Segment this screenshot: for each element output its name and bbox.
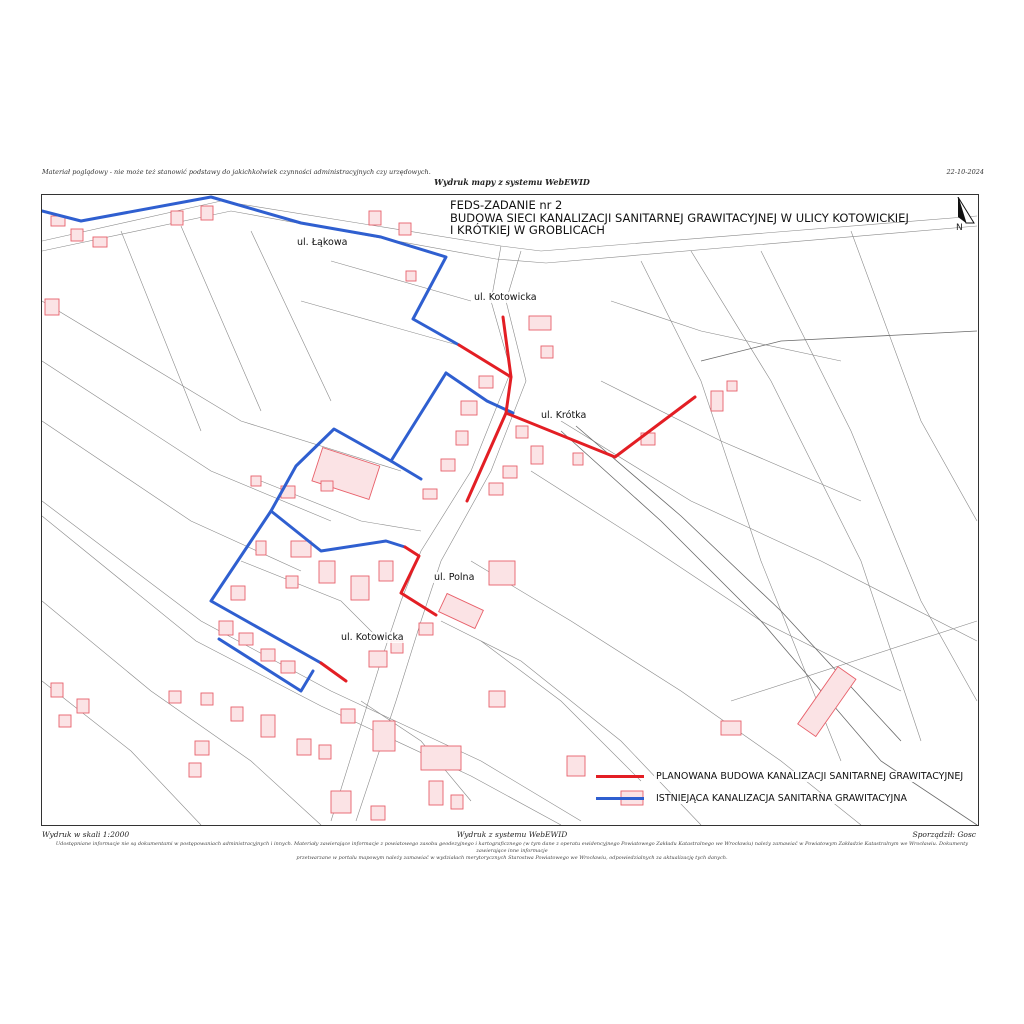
project-title [450, 199, 970, 237]
planned-sewer-swatch [596, 775, 644, 778]
legend-label-planned: PLANOWANA BUDOWA KANALIZACJI SANITARNEJ GRAWITACYJNEJ [656, 770, 964, 782]
project-title-line: FEDS-ZADANIE nr 2 [450, 198, 563, 212]
existing-sewer-network [42, 197, 513, 691]
road-lines [561, 331, 977, 825]
footer-source: Wydruk z systemu WebEWID [456, 830, 568, 839]
street-label-lakowa: ul. Łąkowa [297, 237, 348, 248]
print-scale: Wydruk w skali 1:2000 [42, 830, 130, 839]
print-date: 22-10-2024 [946, 168, 984, 176]
legal-fine-print [42, 841, 982, 862]
planned-sewer-network [321, 317, 695, 681]
author-credit: Sporządził: Gosc [912, 830, 976, 839]
legend-label-existing: ISTNIEJĄCA KANALIZACJA SANITARNA GRAWITACYJNA [656, 792, 907, 804]
disclaimer-text: Materiał poglądowy - nie może też stanowić podstawy do jakichkolwiek czynności administracyjnych czy urzędowych. [42, 168, 431, 176]
street-label-polna: ul. Polna [434, 572, 475, 583]
map-legend [596, 765, 965, 809]
map-frame[interactable] [41, 194, 979, 826]
north-arrow-icon [954, 197, 978, 237]
existing-sewer-swatch [596, 797, 644, 800]
project-title-line: BUDOWA SIECI KANALIZACJI SANITARNEJ GRAWITACYJNEJ W ULICY KOTOWICKIEJ [450, 210, 909, 225]
print-title: Wydruk mapy z systemu WebEWID [434, 177, 590, 187]
legend-item-planned [596, 765, 965, 787]
fine-print-line: przetwarzane w portalu mapowym należy zamawiać w wydziałach merytorycznych Starostwa Powiatowego we Wrocławiu, odpowiedzialnych za aktualizację tych danych. [296, 855, 728, 861]
street-label-kotowicka-north: ul. Kotowicka [474, 292, 537, 303]
legend-item-existing [596, 787, 965, 809]
street-label-krotka: ul. Krótka [541, 410, 587, 421]
street-label-kotowicka-south: ul. Kotowicka [341, 632, 404, 643]
fine-print-line: Udostępniane informacje nie są dokumentami w postępowaniach administracyjnych i innych. Materiały zawierające informacje z powiatowego zasobu geodezyjnego i kartograficznego (w tym dane z operatu ewidencyjnego Powiatowego Zakładu Katastralnego we Wrocławiu) należy zamawiać w Powiatowym Zakładzie Katastralnym we Wrocławiu. Dokumenty zawierające inne informacje [55, 841, 969, 854]
buildings [45, 206, 856, 820]
north-label: N [956, 223, 963, 233]
map-canvas[interactable] [42, 195, 978, 825]
project-title-line: I KRÓTKIEJ W GROBLICACH [450, 223, 605, 237]
